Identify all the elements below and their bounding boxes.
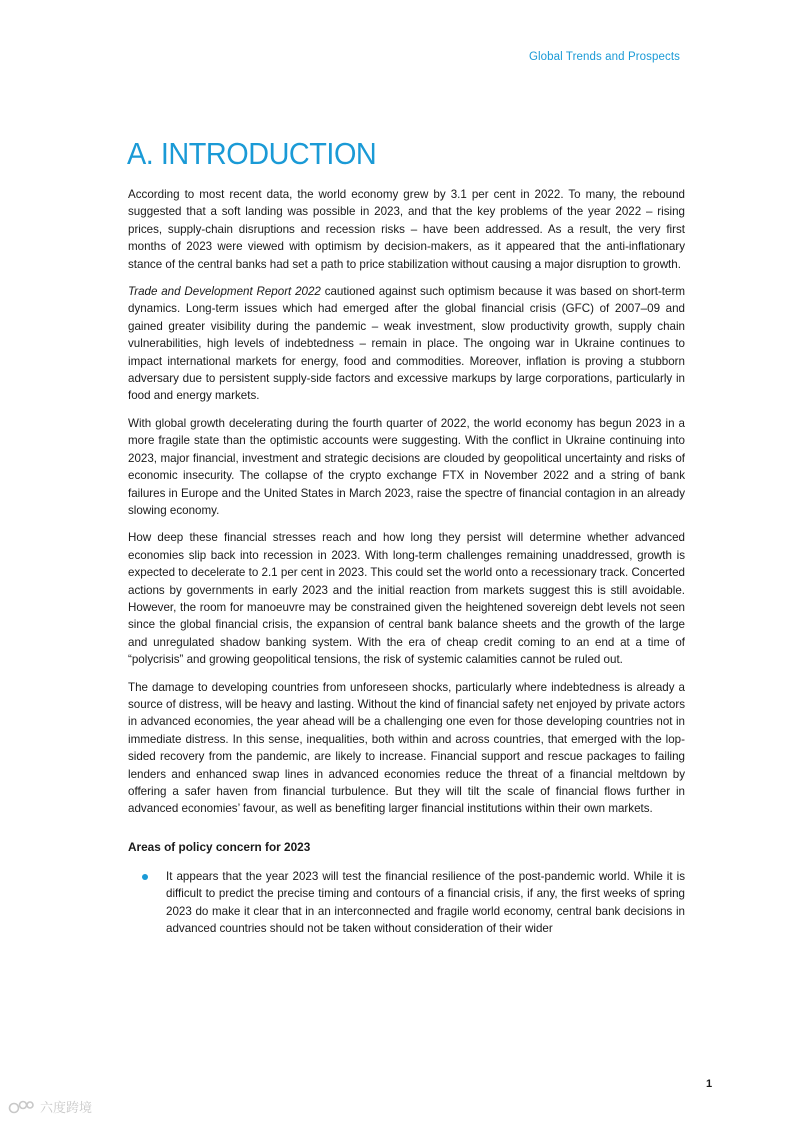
bullet-item (128, 868, 685, 938)
body-text (128, 186, 685, 937)
section-title: A. INTRODUCTION (127, 136, 377, 171)
watermark-logo-icon (8, 1099, 36, 1115)
report-title-citation: Trade and Development Report 2022 (128, 285, 321, 299)
bullet-dot-icon (142, 874, 148, 880)
page-number: 1 (706, 1078, 713, 1090)
paragraph-4: How deep these financial stresses reach and how long they persist will determine whether advanced economies slip back into recession in 2023. With long-term challenges remaining unaddressed, growth is expected to decelerate to 2.1 per cent in 2023. This could set the world onto a recessionary track. Concerted actions by governments in early 2023 and the initial reaction from markets suggest this is still avoidable. However, the room for manoeuvre may be constrained given the heightened sovereign debt levels not seen since the global financial crisis, the expansion of central bank balance sheets and the growth of the large and unregulated shadow banking system. With the era of cheap credit coming to an end at a time of “polycrisis” and growing geopolitical tensions, the risk of systemic calamities cannot be ruled out. (128, 531, 685, 667)
paragraph-3: With global growth decelerating during the fourth quarter of 2022, the world economy has begun 2023 in a more fragile state than the optimistic accounts were suggesting. With the conflict in Ukraine continuing into 2023, major financial, investment and strategic decisions are clouded by geopolitical uncertainty and risks of economic insecurity. The collapse of the crypto exchange FTX in November 2022 and a string of bank failures in Europe and the United States in March 2023, raise the spectre of financial contagion in an already slowing economy. (128, 416, 685, 517)
paragraph-2 (128, 283, 685, 405)
watermark-text: 六度跨境 (40, 1100, 93, 1115)
policy-heading: Areas of policy concern for 2023 (128, 839, 311, 854)
running-header: Global Trends and Prospects (528, 51, 680, 63)
paragraph-1: According to most recent data, the world economy grew by 3.1 per cent in 2022. To many, the rebound suggested that a soft landing was possible in 2023, and that the key problems of the year 2022 – rising prices, supply-chain disruptions and recession risks – have been addressed. As a result, the very first months of 2023 were viewed with optimism by decision-makers, as it appeared that the anti-inflationary stance of the central banks had set a path to price stabilization without causing a major disruption to growth. (128, 188, 685, 271)
paragraph-5: The damage to developing countries from unforeseen shocks, particularly where indebtedness is already a source of distress, will be heavy and lasting. Without the kind of financial safety net enjoyed by private actors in advanced economies, the year ahead will be a challenging one even for those developing countries not in immediate distress. In this sense, inequalities, both within and across countries, that emerged with the lop-sided recovery from the pandemic, are likely to increase. Financial support and rescue packages to failing lenders and enhanced swap lines in advanced economies reduce the threat of a financial meltdown by offering a safer haven from financial turbulence. But they will tilt the scale of financial flows further in advanced economies’ favour, as well as benefiting larger financial institutions within their own markets. (128, 680, 685, 816)
paragraph-2-text: cautioned against such optimism because it was based on short-term dynamics. Long-term issues which had emerged after the global financial crisis (GFC) of 2007–09 and gained greater visibility during the pandemic – weak investment, slow productivity growth, supply chain vulnerabilities, high levels of indebtedness – remain in place. The ongoing war in Ukraine continues to impact international markets for energy, food and commodities. Moreover, inflation is proving a stubborn adversary due to persistent supply-side factors and excessive markups by large corporations, particularly in food and energy markets. (128, 285, 685, 403)
watermark (8, 1097, 92, 1116)
bullet-text: It appears that the year 2023 will test the financial resilience of the post-pandemic world. While it is difficult to predict the precise timing and contours of a financial crisis, if any, the first weeks of spring 2023 do make it clear that in an interconnected and fragile world economy, central bank decisions in advanced countries should not be taken without consideration of their wider (166, 869, 685, 936)
